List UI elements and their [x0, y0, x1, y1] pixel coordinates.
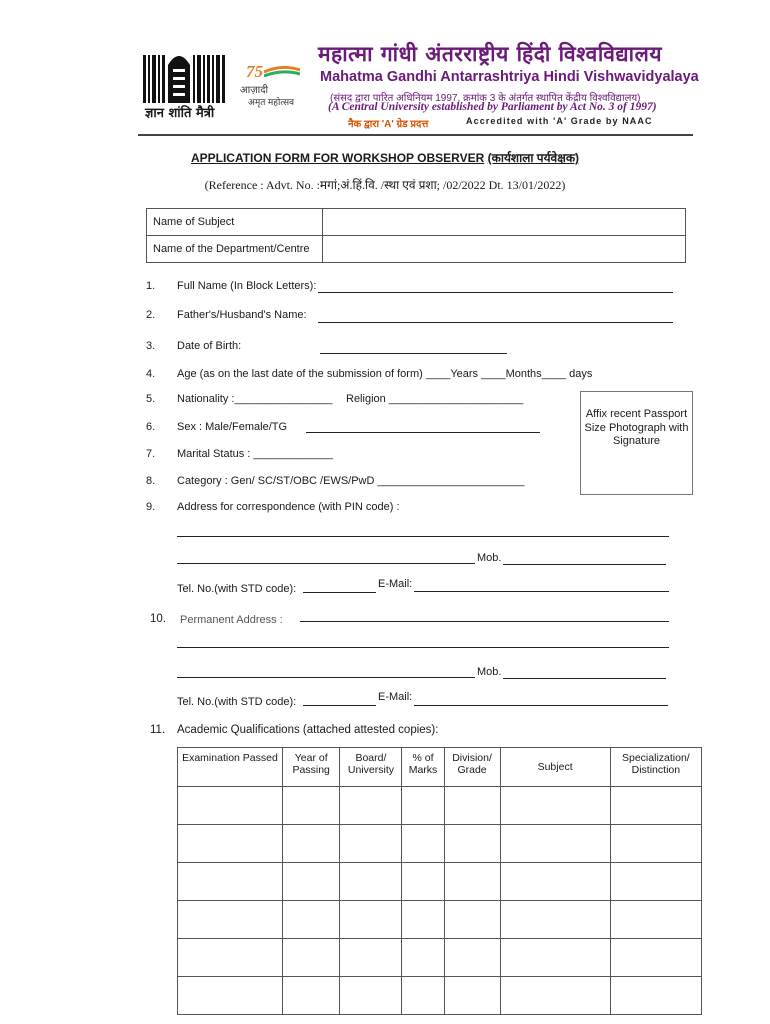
item-number: 5.	[146, 393, 156, 405]
qualifications-table	[177, 747, 702, 1015]
table-cell[interactable]	[444, 939, 500, 977]
flag-swoosh-icon	[264, 66, 300, 80]
reference-line: (Reference : Advt. No. :मगां;अं.हिं.वि. /स्था एवं प्रशा; /02/2022 Dt. 13/01/2022)	[204, 178, 566, 192]
item-number: 3.	[146, 340, 156, 352]
religion-field[interactable]: Religion ______________________	[346, 393, 524, 405]
item-number: 2.	[146, 309, 156, 321]
table-cell[interactable]	[282, 977, 340, 1015]
azadi-logo	[238, 62, 308, 108]
dob-field[interactable]	[320, 353, 507, 354]
item-number: 11.	[150, 724, 166, 736]
email-label: E-Mail:	[378, 578, 413, 590]
table-cell[interactable]	[500, 863, 610, 901]
email-field[interactable]	[414, 591, 669, 592]
item-number: 7.	[146, 448, 156, 460]
academic-label: Academic Qualifications (attached attested copies):	[177, 724, 439, 736]
table-row	[178, 977, 702, 1015]
table-cell[interactable]	[444, 787, 500, 825]
category-field[interactable]: Category : Gen/ SC/ST/OBC /EWS/PwD ________________________	[177, 475, 525, 487]
tel-field[interactable]	[303, 592, 376, 593]
form-title-english: APPLICATION FORM FOR WORKSHOP OBSERVER	[190, 151, 485, 165]
subtitle-hindi: (संसद द्वारा पारित अधिनियम 1997, क्रमांक 3 के अंतर्गत स्थापित केंद्रीय विश्वविद्यालय)	[330, 93, 641, 104]
column-header: % of Marks	[402, 748, 444, 787]
subject-label: Name of Subject	[147, 209, 323, 236]
table-cell[interactable]	[178, 977, 283, 1015]
table-cell[interactable]	[444, 825, 500, 863]
table-row	[178, 863, 702, 901]
table-row	[178, 939, 702, 977]
azadi-line1: आज़ादी	[240, 85, 269, 96]
table-cell[interactable]	[610, 863, 701, 901]
table-cell[interactable]	[500, 939, 610, 977]
table-cell[interactable]	[340, 977, 402, 1015]
table-cell[interactable]	[610, 977, 701, 1015]
item-number: 8.	[146, 475, 156, 487]
table-cell[interactable]	[610, 939, 701, 977]
table-cell[interactable]	[402, 825, 444, 863]
university-name-english: Mahatma Gandhi Antarrashtriya Hindi Vishwavidyalaya	[320, 69, 699, 85]
azadi-number: 75	[246, 62, 263, 81]
logo-motto: ज्ञान शांति मैत्री	[145, 106, 215, 121]
dob-label: Date of Birth:	[177, 340, 242, 352]
naac-english: Accredited with 'A' Grade by NAAC	[466, 116, 653, 126]
table-row	[178, 901, 702, 939]
table-cell[interactable]	[610, 901, 701, 939]
address-line-1[interactable]	[177, 536, 669, 537]
column-header: Subject	[500, 748, 610, 787]
table-cell[interactable]	[402, 977, 444, 1015]
column-header: Examination Passed	[178, 748, 283, 787]
permanent-address-label: Permanent Address :	[180, 614, 283, 626]
sex-label: Sex : Male/Female/TG	[177, 421, 288, 433]
sex-field[interactable]	[306, 432, 540, 433]
table-cell[interactable]	[282, 825, 340, 863]
header-divider	[138, 134, 693, 136]
tel-label: Tel. No.(with STD code):	[177, 583, 297, 595]
father-name-label: Father's/Husband's Name:	[177, 309, 307, 321]
mobile-field[interactable]	[503, 564, 666, 565]
table-cell[interactable]	[340, 787, 402, 825]
table-cell[interactable]	[282, 939, 340, 977]
table-cell[interactable]	[444, 977, 500, 1015]
mobile-label: Mob.	[477, 552, 502, 564]
azadi-line2: अमृत महोत्सव	[248, 97, 295, 107]
column-header: Specialization/ Distinction	[610, 748, 701, 787]
table-cell[interactable]	[500, 787, 610, 825]
photo-box: Affix recent Passport Size Photograph with Signature	[580, 391, 693, 495]
age-label[interactable]: Age (as on the last date of the submission of form) ____Years ____Months____ days	[177, 368, 593, 380]
mobile-field-2[interactable]	[503, 678, 666, 679]
table-cell[interactable]	[340, 901, 402, 939]
table-cell[interactable]	[178, 825, 283, 863]
item-number: 1.	[146, 280, 156, 292]
table-cell[interactable]	[282, 787, 340, 825]
table-cell[interactable]	[500, 977, 610, 1015]
barcode-emblem-icon	[143, 47, 227, 103]
table-cell[interactable]	[178, 863, 283, 901]
column-header: Board/ University	[340, 748, 402, 787]
full-name-label: Full Name (In Block Letters):	[177, 280, 317, 292]
table-cell[interactable]	[500, 825, 610, 863]
table-row	[178, 787, 702, 825]
table-cell[interactable]	[178, 787, 283, 825]
subject-department-table	[146, 208, 686, 263]
table-cell[interactable]	[340, 939, 402, 977]
full-name-field[interactable]	[318, 292, 673, 293]
table-cell[interactable]	[178, 901, 283, 939]
tel-field-2[interactable]	[303, 705, 376, 706]
table-cell[interactable]	[610, 825, 701, 863]
table-cell[interactable]	[444, 901, 500, 939]
subject-field[interactable]	[323, 209, 686, 236]
table-cell[interactable]	[402, 863, 444, 901]
table-cell[interactable]	[444, 863, 500, 901]
table-cell[interactable]	[402, 901, 444, 939]
department-field[interactable]	[323, 236, 686, 263]
table-cell[interactable]	[340, 825, 402, 863]
table-cell[interactable]	[178, 939, 283, 977]
subtitle-english: (A Central University established by Parliament by Act No. 3 of 1997)	[328, 101, 657, 113]
email-field-2[interactable]	[414, 705, 668, 706]
email-label: E-Mail:	[378, 691, 413, 703]
permanent-address-line-2[interactable]	[177, 647, 669, 648]
table-cell[interactable]	[402, 787, 444, 825]
column-header: Division/ Grade	[444, 748, 500, 787]
father-name-field[interactable]	[318, 322, 673, 323]
item-number: 4.	[146, 368, 156, 380]
table-cell[interactable]	[610, 787, 701, 825]
item-number: 9.	[146, 501, 156, 513]
mobile-label: Mob.	[477, 666, 502, 678]
university-logo	[143, 47, 227, 103]
department-label: Name of the Department/Centre	[147, 236, 323, 263]
university-name-hindi: महात्मा गांधी अंतरराष्ट्रीय हिंदी विश्वविद्यालय	[318, 42, 663, 66]
permanent-address-line-3[interactable]	[177, 677, 475, 678]
address-label: Address for correspondence (with PIN code) :	[177, 501, 400, 513]
naac-hindi: नैक द्वारा 'A' ग्रेड प्रदत्त	[348, 119, 429, 130]
marital-status-field[interactable]: Marital Status : _____________	[177, 448, 333, 460]
tel-label: Tel. No.(with STD code):	[177, 696, 297, 708]
table-cell[interactable]	[340, 863, 402, 901]
item-number: 10.	[150, 613, 166, 625]
table-cell[interactable]	[282, 863, 340, 901]
form-title-hindi: (कार्यशाला पर्यवेक्षक)	[487, 151, 580, 165]
form-title	[0, 149, 770, 166]
item-number: 6.	[146, 421, 156, 433]
nationality-field[interactable]: Nationality :________________	[177, 393, 333, 405]
table-cell[interactable]	[402, 939, 444, 977]
table-cell[interactable]	[282, 901, 340, 939]
permanent-address-line-1[interactable]	[300, 621, 669, 622]
address-line-2[interactable]	[177, 563, 475, 564]
table-row	[178, 825, 702, 863]
column-header: Year of Passing	[282, 748, 340, 787]
table-cell[interactable]	[500, 901, 610, 939]
